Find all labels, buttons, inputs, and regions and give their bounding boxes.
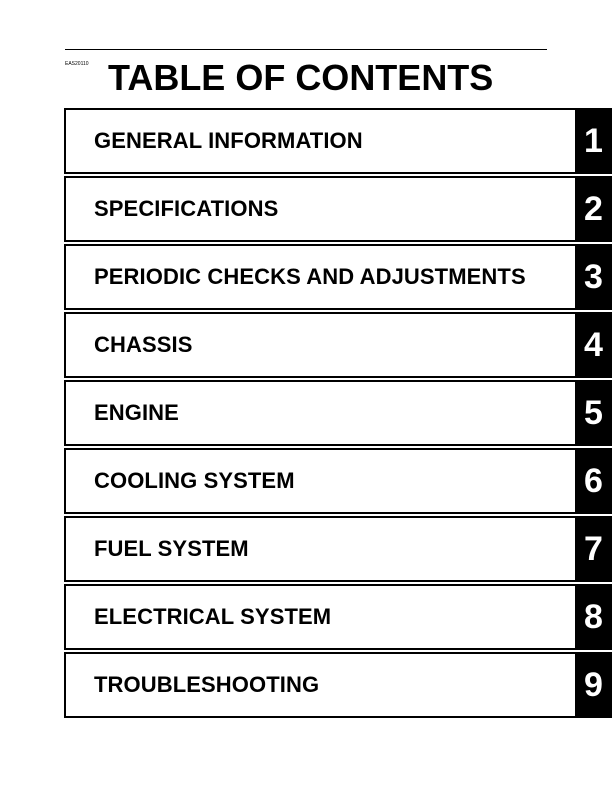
- chapter-tab-number: 2: [575, 176, 612, 242]
- toc-entry-engine[interactable]: [64, 380, 612, 446]
- header-rule: [65, 49, 547, 50]
- page-title: TABLE OF CONTENTS: [108, 57, 494, 98]
- toc-entry-electrical-system[interactable]: [64, 584, 612, 650]
- toc-entry-label: SPECIFICATIONS: [94, 196, 279, 221]
- toc-entry-label: PERIODIC CHECKS AND ADJUSTMENTS: [94, 264, 526, 289]
- chapter-tab-number: 4: [575, 312, 612, 378]
- chapter-tab-number: 5: [575, 380, 612, 446]
- chapter-tab-number: 3: [575, 244, 612, 310]
- toc-entry-label: COOLING SYSTEM: [94, 468, 295, 493]
- chapter-tab-number: 9: [575, 652, 612, 718]
- toc-entry-general-information[interactable]: [64, 108, 612, 174]
- toc-entry-periodic-checks-and-adjustments[interactable]: [64, 244, 612, 310]
- toc-entry-label: GENERAL INFORMATION: [94, 128, 363, 153]
- toc-entry-label: ELECTRICAL SYSTEM: [94, 604, 332, 629]
- chapter-tab-number: 6: [575, 448, 612, 514]
- toc-entry-chassis[interactable]: [64, 312, 612, 378]
- document-code: EAS20110: [65, 61, 89, 67]
- toc-entry-label: FUEL SYSTEM: [94, 536, 249, 561]
- toc-entry-specifications[interactable]: [64, 176, 612, 242]
- chapter-tab-number: 1: [575, 108, 612, 174]
- toc-entry-label: CHASSIS: [94, 332, 193, 357]
- toc-entry-label: TROUBLESHOOTING: [94, 672, 320, 697]
- toc-entry-label: ENGINE: [94, 400, 179, 425]
- chapter-tab-number: 7: [575, 516, 612, 582]
- toc-entry-fuel-system[interactable]: [64, 516, 612, 582]
- toc-entry-cooling-system[interactable]: [64, 448, 612, 514]
- toc-entry-troubleshooting[interactable]: [64, 652, 612, 718]
- chapter-tab-number: 8: [575, 584, 612, 650]
